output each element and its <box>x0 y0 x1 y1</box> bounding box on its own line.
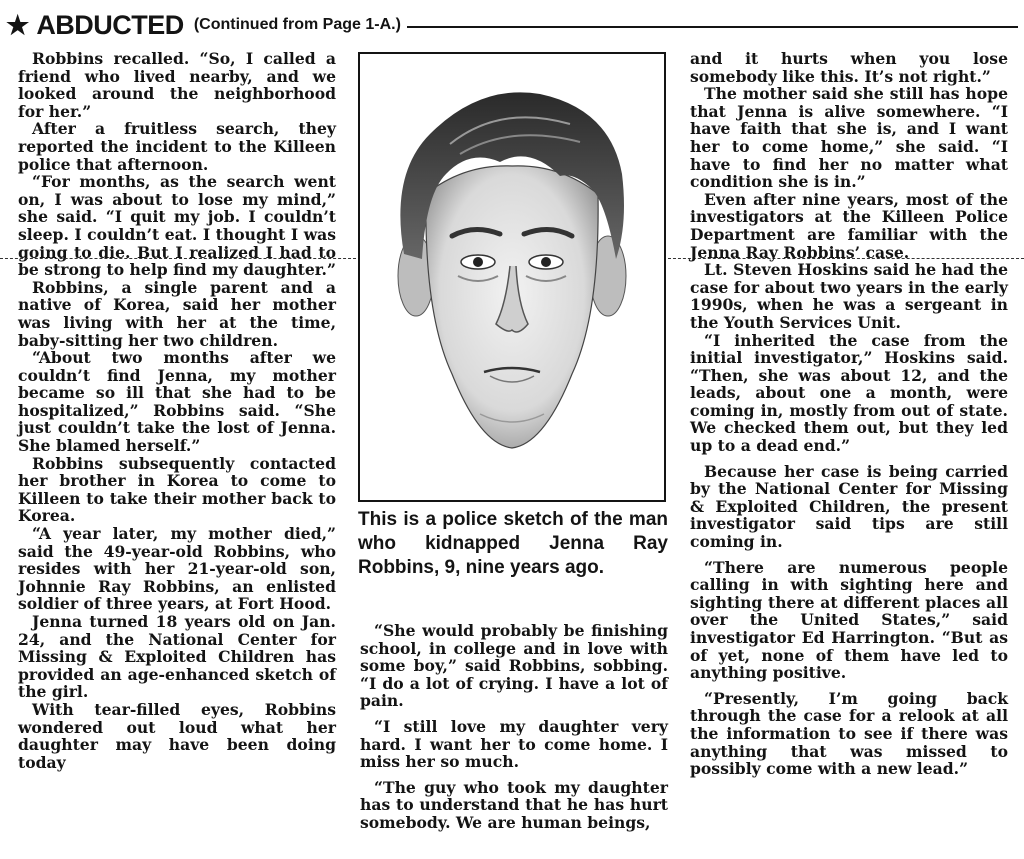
paragraph: “There are numerous people calling in with sighting here and sighting there at different places all over the United States,” said investigator Ed Harrington. “But as of yet, none of them have led to anything positive. <box>690 557 1008 683</box>
paragraph: Jenna turned 18 years old on Jan. 24, and the National Center for Missing & Exploited Children has provided an age-enhanced sketch of the girl. <box>18 612 336 702</box>
continued-from-label: (Continued from Page 1-A.) <box>193 16 401 33</box>
paragraph: “The guy who took my daughter has to understand that he has hurt somebody. We are human beings, <box>360 777 668 832</box>
paragraph: “For months, as the search went on, I was about to lose my mind,” she said. “I quit my job. I couldn’t sleep. I couldn’t eat. I thought I was going to die. But I realized I had to be strong to help find my daughter.” <box>18 172 336 280</box>
paragraph: Even after nine years, most of the investigators at the Killeen Police Department are familiar with the Jenna Ray Robbins’ case. <box>690 189 1008 262</box>
paragraph: “I still love my daughter very hard. I want her to come home. I miss her so much. <box>360 716 668 772</box>
headline-kicker: ABDUCTED <box>36 9 184 40</box>
headline-rule <box>407 26 1018 28</box>
paragraph: Robbins, a single parent and a native of Korea, said her mother was living with her at the time, baby-sitting her two children. <box>18 277 336 350</box>
paragraph: Robbins subsequently contacted her brother in Korea to come to Killeen to take their mother back to Korea. <box>18 453 336 526</box>
paragraph: After a fruitless search, they reported the incident to the Killeen police that afternoon. <box>18 119 336 174</box>
police-sketch-image <box>360 54 664 500</box>
article-column-2 <box>360 622 668 840</box>
paragraph: “She would probably be finishing school, in college and in love with some boy,” said Robbins, sobbing. “I do a lot of crying. I have a lot of pain. <box>360 621 668 711</box>
paragraph: “Presently, I’m going back through the case for a relook at all the information to see if there was anything that was missed to possibly come with a new lead.” <box>690 688 1008 779</box>
paragraph: Because her case is being carried by the National Center for Missing & Exploited Children, the present investigator said tips are still coming in. <box>690 461 1008 552</box>
paragraph: and it hurts when you lose somebody like this. It’s not right.” <box>690 49 1008 86</box>
paragraph: With tear-filled eyes, Robbins wondered out loud what her daughter may have been doing today <box>18 699 336 772</box>
paragraph: Lt. Steven Hoskins said he had the case for about two years in the early 1990s, when he was a sergeant in the Youth Services Unit. <box>690 260 1008 332</box>
article-column-1 <box>18 50 336 771</box>
police-sketch-photo <box>358 52 666 502</box>
paragraph: “About two months after we couldn’t find Jenna, my mother became so ill that she had to be hospitalized,” Robbins said. “She just couldn’t take the lost of Jenna. She blamed herself.” <box>18 348 336 456</box>
paragraph: The mother said she still has hope that Jenna is alive somewhere. “I have faith that she is, and I want her to come home,” she said. “I have to find her no matter what condition she is in.” <box>690 84 1008 192</box>
paragraph: “I inherited the case from the initial investigator,” Hoskins said. “Then, she was about 12, and the leads, about one a month, were coming in, mostly from out of state. We checked them out, but they led up to a dead end.” <box>690 330 1008 456</box>
paragraph: Robbins recalled. “So, I called a friend who lived nearby, and we looked around the neighborhood for her.” <box>18 49 336 121</box>
photo-caption: This is a police sketch of the man who kidnapped Jenna Ray Robbins, 9, nine years ago. <box>358 509 668 578</box>
column-rule <box>0 258 356 259</box>
headline <box>6 10 1018 40</box>
article-column-3 <box>690 50 1008 778</box>
paragraph: “A year later, my mother died,” said the 49-year-old Robbins, who resides with her 21-year-old son, Johnnie Ray Robbins, an enlisted soldier of three years, at Fort Hood. <box>18 524 336 614</box>
star-icon: ★ <box>6 9 30 40</box>
